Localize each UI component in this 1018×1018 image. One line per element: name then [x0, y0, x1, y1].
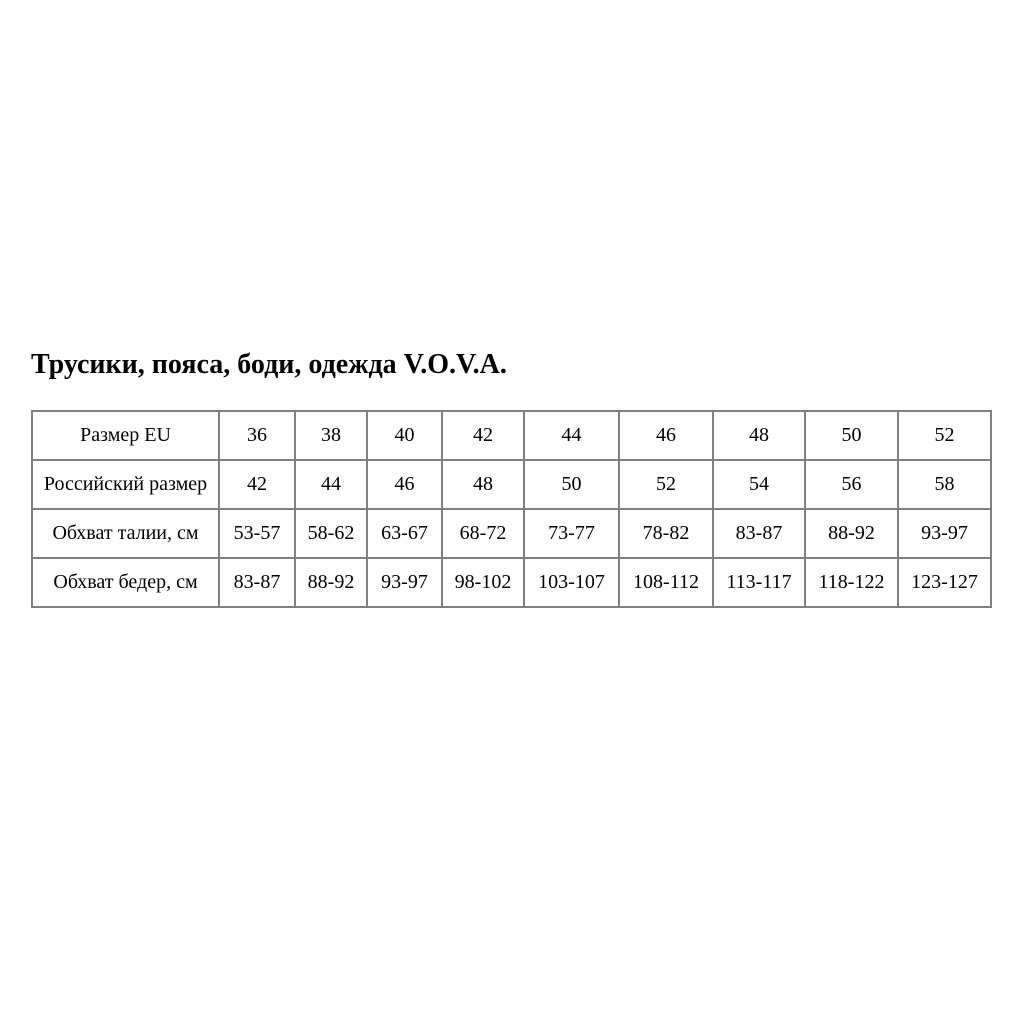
table-cell: 83-87	[713, 509, 805, 558]
table-cell: 42	[219, 460, 295, 509]
table-cell: 88-92	[295, 558, 367, 607]
table-row-waist	[32, 509, 991, 558]
table-cell: 50	[805, 411, 898, 460]
table-cell: 44	[524, 411, 619, 460]
table-cell: 46	[367, 460, 442, 509]
table-row-eu-size	[32, 411, 991, 460]
size-chart-table	[31, 410, 992, 608]
table-cell: 113-117	[713, 558, 805, 607]
table-cell: 36	[219, 411, 295, 460]
table-cell: 52	[898, 411, 991, 460]
table-cell: 52	[619, 460, 713, 509]
page-title: Трусики, пояса, боди, одежда V.O.V.A.	[31, 349, 507, 380]
table-cell: 46	[619, 411, 713, 460]
table-cell: 54	[713, 460, 805, 509]
table-cell: 108-112	[619, 558, 713, 607]
table-cell: 56	[805, 460, 898, 509]
row-label-eu-size: Размер EU	[32, 411, 219, 460]
table-cell: 48	[442, 460, 524, 509]
table-cell: 123-127	[898, 558, 991, 607]
table-cell: 103-107	[524, 558, 619, 607]
table-cell: 63-67	[367, 509, 442, 558]
row-label-waist: Обхват талии, см	[32, 509, 219, 558]
table-cell: 78-82	[619, 509, 713, 558]
table-cell: 50	[524, 460, 619, 509]
row-label-hips: Обхват бедер, см	[32, 558, 219, 607]
table-cell: 68-72	[442, 509, 524, 558]
table-cell: 58	[898, 460, 991, 509]
table-cell: 83-87	[219, 558, 295, 607]
row-label-russian-size: Российский размер	[32, 460, 219, 509]
table-cell: 48	[713, 411, 805, 460]
table-cell: 42	[442, 411, 524, 460]
table-cell: 38	[295, 411, 367, 460]
table-cell: 44	[295, 460, 367, 509]
table-cell: 73-77	[524, 509, 619, 558]
table-row-hips	[32, 558, 991, 607]
table-cell: 58-62	[295, 509, 367, 558]
table-cell: 93-97	[367, 558, 442, 607]
table-cell: 88-92	[805, 509, 898, 558]
table-cell: 98-102	[442, 558, 524, 607]
table-cell: 93-97	[898, 509, 991, 558]
table-cell: 118-122	[805, 558, 898, 607]
table-cell: 40	[367, 411, 442, 460]
table-row-russian-size	[32, 460, 991, 509]
table-cell: 53-57	[219, 509, 295, 558]
